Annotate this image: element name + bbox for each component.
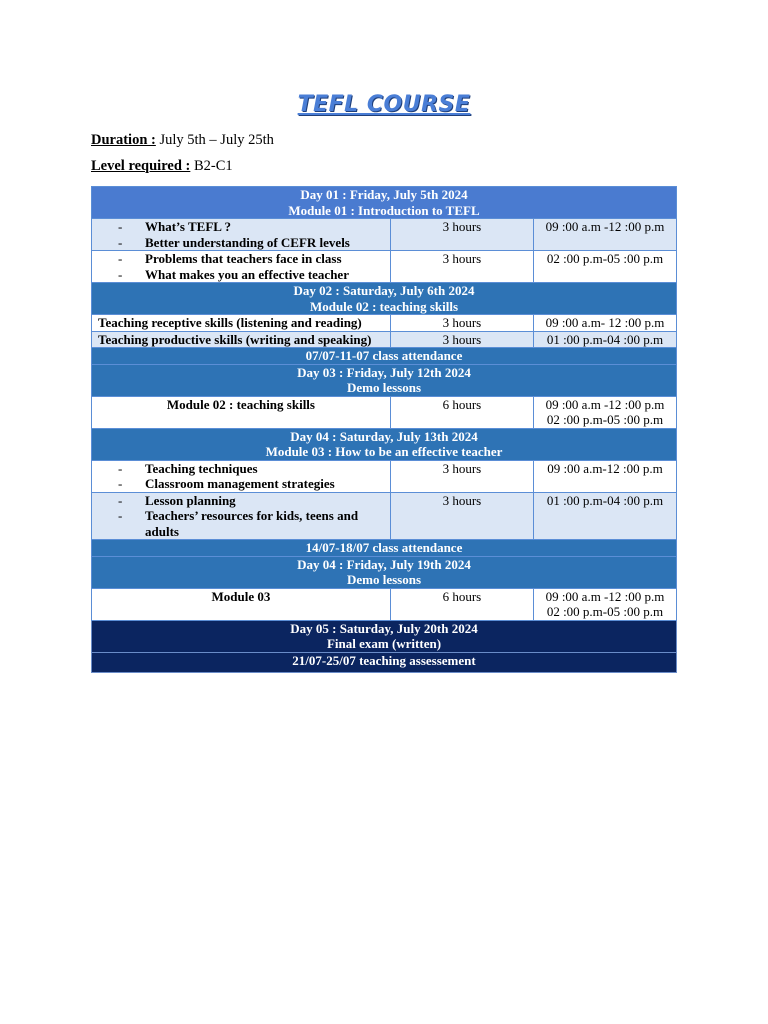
list-item: - What makes you an effective teacher: [98, 267, 384, 283]
list-item: - Teachers’ resources for kids, teens and adults: [98, 508, 384, 539]
topic-cell: Module 03: [92, 588, 391, 620]
time-slot: 09 :00 a.m -12 :00 p.m: [545, 396, 665, 412]
hours-cell: 3 hours: [390, 219, 533, 251]
table-row: [92, 396, 677, 428]
topic-cell: Module 02 : teaching skills: [92, 396, 391, 428]
assessment-row: [92, 652, 677, 673]
topic-cell: Teaching productive skills (writing and speaking): [92, 331, 391, 348]
attendance-row: [92, 348, 677, 365]
level-value: B2-C1: [193, 158, 233, 174]
hours-cell: 3 hours: [390, 492, 533, 540]
day-header-row: [92, 283, 677, 315]
list-item: - Lesson planning: [98, 493, 384, 509]
time-cell: 02 :00 p.m-05 :00 p.m: [533, 251, 676, 283]
module-header-title: Module 03 : How to be an effective teacher: [265, 444, 503, 459]
schedule-table: [91, 186, 677, 673]
page-title: TEFL COURSE: [297, 92, 471, 117]
day-header-title: Day 04 : Friday, July 19th 2024: [297, 556, 471, 572]
time-cell: 09 :00 a.m- 12 :00 p.m: [533, 315, 676, 332]
day-header-row: [92, 428, 677, 460]
table-row: [92, 460, 677, 492]
hours-cell: 6 hours: [390, 396, 533, 428]
time-slot: 02 :00 p.m-05 :00 p.m: [546, 604, 664, 619]
table-row: [92, 219, 677, 251]
day-header-title: Day 01 : Friday, July 5th 2024: [300, 187, 468, 202]
hours-cell: 3 hours: [390, 331, 533, 348]
topic-cell: [92, 460, 391, 492]
module-header-title: Module 01 : Introduction to TEFL: [288, 202, 480, 218]
topic-cell: [92, 219, 391, 251]
table-row: [92, 251, 677, 283]
time-cell: 09 :00 a.m-12 :00 p.m: [533, 460, 676, 492]
table-row: [92, 588, 677, 620]
day-header-row: [92, 556, 677, 588]
time-slot: 09 :00 a.m -12 :00 p.m: [545, 588, 665, 604]
time-cell: 01 :00 p.m-04 :00 p.m: [533, 331, 676, 348]
assessment-cell: 21/07-25/07 teaching assessement: [92, 652, 677, 673]
attendance-row: [92, 540, 677, 557]
list-item: - Classroom management strategies: [98, 476, 384, 492]
day-header-title: Day 04 : Saturday, July 13th 2024: [290, 428, 478, 444]
duration-value: July 5th – July 25th: [159, 132, 274, 148]
time-slot: 02 :00 p.m-05 :00 p.m: [546, 412, 664, 427]
day-header-title: Day 05 : Saturday, July 20th 2024: [290, 620, 478, 636]
list-item: - Teaching techniques: [98, 461, 384, 477]
table-row: [92, 315, 677, 332]
exam-header-title: Final exam (written): [326, 636, 442, 651]
module-header-title: Demo lessons: [346, 572, 422, 587]
hours-cell: 6 hours: [390, 588, 533, 620]
time-cell: 01 :00 p.m-04 :00 p.m: [533, 492, 676, 540]
attendance-cell: 07/07-11-07 class attendance: [92, 348, 677, 365]
module-header-title: Module 02 : teaching skills: [309, 298, 459, 314]
table-row: [92, 331, 677, 348]
duration-line: [91, 132, 274, 149]
time-cell: [533, 588, 676, 620]
time-cell: 09 :00 a.m -12 :00 p.m: [533, 219, 676, 251]
attendance-cell: 14/07-18/07 class attendance: [92, 540, 677, 557]
duration-label: Duration :: [91, 132, 156, 148]
time-cell: [533, 396, 676, 428]
day-header-row: [92, 187, 677, 219]
table-row: [92, 492, 677, 540]
level-line: [91, 158, 233, 175]
day-header-row: [92, 364, 677, 396]
list-item: - What’s TEFL ?: [98, 219, 384, 235]
day-header-title: Day 02 : Saturday, July 6th 2024: [293, 283, 475, 298]
hours-cell: 3 hours: [390, 460, 533, 492]
list-item: - Problems that teachers face in class: [98, 251, 384, 267]
module-header-title: Demo lessons: [346, 380, 422, 395]
topic-cell: [92, 251, 391, 283]
hours-cell: 3 hours: [390, 251, 533, 283]
day-header-row: [92, 620, 677, 652]
topic-cell: [92, 492, 391, 540]
list-item: - Better understanding of CEFR levels: [98, 235, 384, 251]
level-label: Level required :: [91, 158, 191, 174]
hours-cell: 3 hours: [390, 315, 533, 332]
topic-cell: Teaching receptive skills (listening and reading): [92, 315, 391, 332]
day-header-title: Day 03 : Friday, July 12th 2024: [297, 364, 471, 380]
